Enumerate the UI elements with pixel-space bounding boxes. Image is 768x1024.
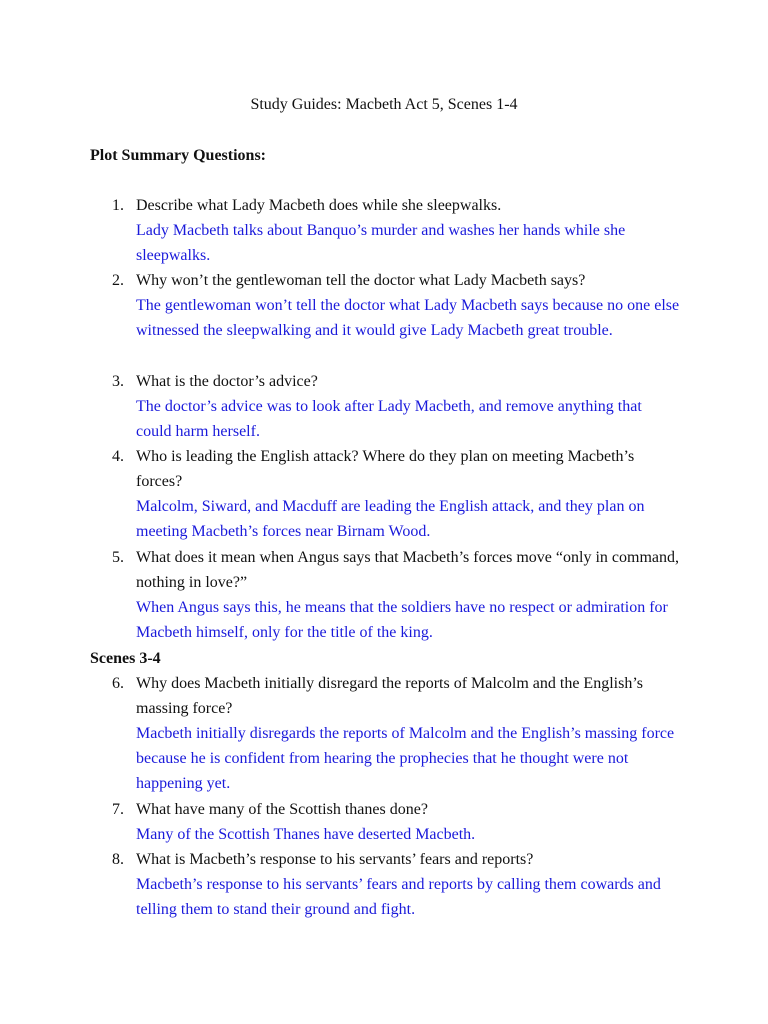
question-text: What is the doctor’s advice? <box>136 373 318 390</box>
question-text: What does it mean when Angus says that Macbeth’s forces move “only in command, nothing in love?” <box>136 549 679 591</box>
section-heading-scenes-3-4: Scenes 3-4 <box>90 650 161 667</box>
item-number: 2. <box>112 272 124 289</box>
item-number: 8. <box>112 851 124 868</box>
question-text: Why won’t the gentlewoman tell the doctor what Lady Macbeth says? <box>136 272 586 289</box>
qa-item-8 <box>90 847 690 922</box>
qa-item-3 <box>90 369 690 444</box>
item-number: 5. <box>112 549 124 566</box>
answer-text: Many of the Scottish Thanes have deserted Macbeth. <box>136 826 476 843</box>
section-heading-plot-summary: Plot Summary Questions: <box>90 147 266 164</box>
item-number: 1. <box>112 197 124 214</box>
qa-item-6 <box>90 671 690 796</box>
question-text: What have many of the Scottish thanes done? <box>136 801 428 818</box>
answer-text: Malcolm, Siward, and Macduff are leading the English attack, and they plan on meeting Macbeth’s forces near Birnam Wood. <box>136 498 645 540</box>
item-number: 7. <box>112 801 124 818</box>
qa-item-1 <box>90 193 690 268</box>
qa-item-2 <box>90 268 690 343</box>
answer-text: Macbeth initially disregards the reports of Malcolm and the English’s massing force because he is confident from hearing the prophecies that he thought were not happening yet. <box>136 725 675 792</box>
answer-text: When Angus says this, he means that the soldiers have no respect or admiration for Macbeth himself, only for the title of the king. <box>136 599 668 641</box>
item-number: 3. <box>112 373 124 390</box>
answer-text: Lady Macbeth talks about Banquo’s murder and washes her hands while she sleepwalks. <box>136 222 626 264</box>
question-text: Who is leading the English attack? Where do they plan on meeting Macbeth’s forces? <box>136 448 635 490</box>
qa-item-5 <box>90 545 690 645</box>
question-text: Why does Macbeth initially disregard the reports of Malcolm and the English’s massing force? <box>136 675 643 717</box>
item-number: 4. <box>112 448 124 465</box>
question-text: What is Macbeth’s response to his servants’ fears and reports? <box>136 851 534 868</box>
qa-item-7 <box>90 797 690 847</box>
item-number: 6. <box>112 675 124 692</box>
question-text: Describe what Lady Macbeth does while she sleepwalks. <box>136 197 502 214</box>
document-title: Study Guides: Macbeth Act 5, Scenes 1-4 <box>250 96 518 113</box>
answer-text: The gentlewoman won’t tell the doctor what Lady Macbeth says because no one else witnessed the sleepwalking and it would give Lady Macbeth great trouble. <box>136 297 680 339</box>
qa-item-4 <box>90 444 690 544</box>
answer-text: Macbeth’s response to his servants’ fears and reports by calling them cowards and telling them to stand their ground and fight. <box>136 876 661 918</box>
answer-text: The doctor’s advice was to look after Lady Macbeth, and remove anything that could harm herself. <box>136 398 642 440</box>
